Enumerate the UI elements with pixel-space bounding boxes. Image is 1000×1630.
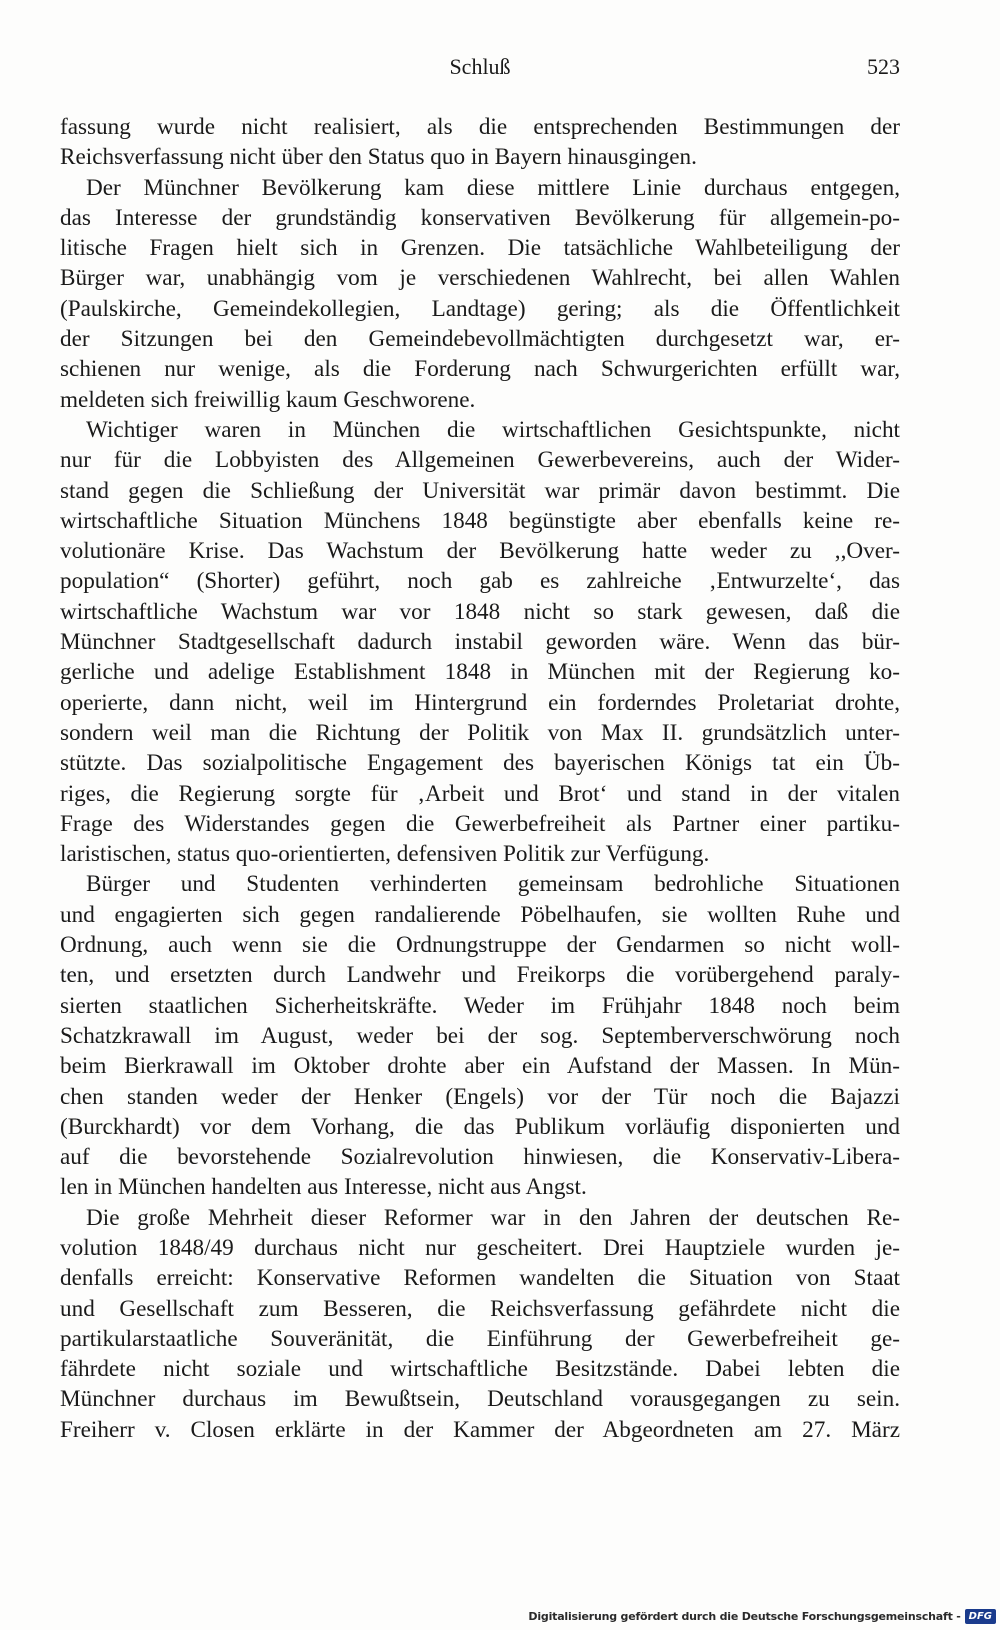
text-line: population“ (Shorter) geführt, noch gab es zahlreiche ‚Entwurzelte‘, das [60,568,900,595]
text-line: und Gesellschaft zum Besseren, die Reichsverfassung gefährdete nicht die [60,1295,900,1322]
text-line: fährdete nicht soziale und wirtschaftliche Besitzstände. Dabei lebten die [60,1356,900,1383]
text-line: Der Münchner Bevölkerung kam diese mittlere Linie durchaus entgegen, [86,174,900,201]
text-line: sondern weil man die Richtung der Politik von Max II. grundsätzlich unter- [60,719,900,746]
text-line: stützte. Das sozialpolitische Engagement des bayerischen Königs tat ein Üb- [60,750,900,777]
running-title: Schluß [449,54,511,79]
text-line: chen standen weder der Henker (Engels) vor der Tür noch die Bajazzi [60,1083,900,1110]
text-line: Frage des Widerstandes gegen die Gewerbefreiheit als Partner einer partiku- [60,810,900,837]
text-line: stand gegen die Schließung der Universität war primär davon bestimmt. Die [60,477,900,504]
text-line: nur für die Lobbyisten des Allgemeinen Gewerbevereins, auch der Wider- [60,447,900,474]
text-line: Schatzkrawall im August, weder bei der sog. Septemberverschwörung noch [60,1022,900,1049]
text-line: wirtschaftliche Wachstum war vor 1848 nicht so stark gewesen, daß die [60,598,900,625]
text-line: (Burckhardt) vor dem Vorhang, die das Publikum vorläufig disponierten und [60,1113,900,1140]
text-line: beim Bierkrawall im Oktober drohte aber ein Aufstand der Massen. In Mün- [60,1053,900,1080]
running-head [60,52,900,82]
body-text [60,112,900,1445]
text-line: Freiherr v. Closen erklärte in der Kammer der Abgeordneten am 27. März [60,1416,900,1443]
text-line: wirtschaftliche Situation Münchens 1848 begünstigte aber ebenfalls keine re- [60,507,900,534]
text-line: partikularstaatliche Souveränität, die Einführung der Gewerbefreiheit ge- [60,1325,900,1352]
text-line: Ordnung, auch wenn sie die Ordnungstruppe der Gendarmen so nicht woll- [60,932,900,959]
text-line: ten, und ersetzten durch Landwehr und Freikorps die vorübergehend paraly- [60,962,900,989]
text-line: gerliche und adelige Establishment 1848 in München mit der Regierung ko- [60,659,900,686]
text-line: len in München handelten aus Interesse, nicht aus Angst. [60,1174,587,1201]
text-line: sierten staatlichen Sicherheitskräfte. Weder im Frühjahr 1848 noch beim [60,992,900,1019]
text-line: litische Fragen hielt sich in Grenzen. Die tatsächliche Wahlbeteiligung der [60,235,900,262]
text-line: volutionäre Krise. Das Wachstum der Bevölkerung hatte weder zu ,,Over- [60,538,900,565]
text-line: schienen nur wenige, als die Forderung nach Schwurgerichten erfüllt war, [60,356,900,383]
text-line: volution 1848/49 durchaus nicht nur gescheitert. Drei Hauptziele wurden je- [60,1234,900,1261]
text-line: Münchner durchaus im Bewußtsein, Deutschland vorausgegangen zu sein. [60,1386,900,1413]
text-line: auf die bevorstehende Sozialrevolution hinwiesen, die Konservativ-Libera- [60,1144,900,1171]
text-line: Bürger war, unabhängig vom je verschiedenen Wahlrecht, bei allen Wahlen [60,265,900,292]
text-line: Die große Mehrheit dieser Reformer war in den Jahren der deutschen Re- [86,1204,900,1231]
text-line: Wichtiger waren in München die wirtschaftlichen Gesichtspunkte, nicht [86,416,900,443]
text-line: und engagierten sich gegen randalierende Pöbelhaufen, sie wollten Ruhe und [60,901,900,928]
text-line: fassung wurde nicht realisiert, als die entsprechenden Bestimmungen der [60,114,900,140]
text-line: das Interesse der grundständig konservativen Bevölkerung für allgemein-po- [60,204,900,231]
text-line: (Paulskirche, Gemeindekollegien, Landtage) gering; als die Öffentlichkeit [60,295,900,322]
text-line: der Sitzungen bei den Gemeindebevollmächtigten durchgesetzt war, er- [60,326,900,353]
digitization-footer [528,1606,996,1626]
text-line: Bürger und Studenten verhinderten gemeinsam bedrohliche Situationen [86,871,900,898]
text-line: denfalls erreicht: Konservative Reformen wandelten die Situation von Staat [60,1265,900,1292]
text-line: Münchner Stadtgesellschaft dadurch instabil geworden wäre. Wenn das bür- [60,629,900,656]
footer-credit: Digitalisierung gefördert durch die Deutsche Forschungsgemeinschaft - [528,1609,961,1623]
text-line: riges, die Regierung sorgte für ‚Arbeit und Brot‘ und stand in der vitalen [60,780,900,807]
text-line: meldeten sich freiwillig kaum Geschworene. [60,386,476,413]
text-line: laristischen, status quo-orientierten, defensiven Politik zur Verfügung. [60,841,710,868]
text-line: operierte, dann nicht, weil im Hintergrund ein forderndes Proletariat drohte, [60,689,900,716]
dfg-logo: DFG [965,1609,996,1624]
text-line: Reichsverfassung nicht über den Status quo in Bayern hinausgingen. [60,144,697,171]
page-number: 523 [867,54,900,79]
